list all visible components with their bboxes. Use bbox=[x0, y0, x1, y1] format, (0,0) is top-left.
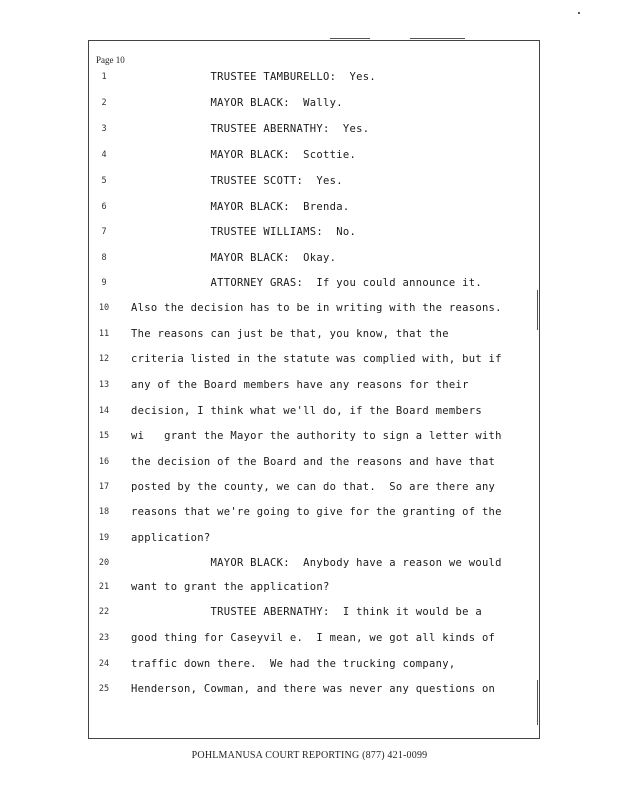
line-text: good thing for Caseyvil e. I mean, we got all kinds of bbox=[131, 632, 496, 644]
line-number: 15 bbox=[98, 431, 110, 441]
scan-artifact bbox=[578, 12, 580, 14]
line-text: TRUSTEE SCOTT: Yes. bbox=[131, 175, 343, 187]
transcript-line bbox=[90, 554, 535, 572]
line-text: reasons that we're going to give for the granting of the bbox=[131, 506, 502, 518]
transcript-line bbox=[90, 603, 535, 621]
line-text: MAYOR BLACK: Wally. bbox=[131, 97, 343, 109]
line-number: 8 bbox=[101, 253, 107, 263]
line-number: 6 bbox=[101, 202, 107, 212]
line-text: ATTORNEY GRAS: If you could announce it. bbox=[131, 277, 482, 289]
transcript-line bbox=[90, 325, 535, 343]
transcript-line bbox=[90, 655, 535, 673]
line-text: TRUSTEE WILLIAMS: No. bbox=[131, 226, 357, 238]
line-number: 25 bbox=[98, 684, 110, 694]
line-text: MAYOR BLACK: Brenda. bbox=[131, 201, 350, 213]
scan-artifact bbox=[410, 38, 465, 39]
page-number: Page 10 bbox=[96, 55, 125, 65]
line-number: 1 bbox=[101, 72, 107, 82]
line-number: 11 bbox=[98, 329, 110, 339]
line-text: any of the Board members have any reasons for their bbox=[131, 379, 469, 391]
line-text: TRUSTEE TAMBURELLO: Yes. bbox=[131, 71, 376, 83]
line-text: criteria listed in the statute was complied with, but if bbox=[131, 353, 502, 365]
court-reporter-footer: POHLMANUSA COURT REPORTING (877) 421-0099 bbox=[191, 750, 428, 761]
transcript-line bbox=[90, 478, 535, 496]
line-text: the decision of the Board and the reasons and have that bbox=[131, 456, 496, 468]
scan-artifact bbox=[537, 290, 538, 330]
line-text: The reasons can just be that, you know, that the bbox=[131, 328, 449, 340]
line-text: TRUSTEE ABERNATHY: Yes. bbox=[131, 123, 370, 135]
line-number: 10 bbox=[98, 303, 110, 313]
transcript-line bbox=[90, 680, 535, 698]
transcript-line bbox=[90, 427, 535, 445]
transcript-line bbox=[90, 402, 535, 420]
line-text: want to grant the application? bbox=[131, 581, 330, 593]
transcript-line bbox=[90, 68, 535, 86]
line-number: 2 bbox=[101, 98, 107, 108]
transcript-line bbox=[90, 120, 535, 138]
line-number: 13 bbox=[98, 380, 110, 390]
transcript-line bbox=[90, 453, 535, 471]
line-number: 7 bbox=[101, 227, 107, 237]
line-number: 9 bbox=[101, 278, 107, 288]
transcript-line bbox=[90, 146, 535, 164]
line-text: MAYOR BLACK: Okay. bbox=[131, 252, 337, 264]
transcript-line bbox=[90, 172, 535, 190]
line-number: 24 bbox=[98, 659, 110, 669]
transcript-line bbox=[90, 299, 535, 317]
line-text: MAYOR BLACK: Anybody have a reason we would bbox=[131, 557, 502, 569]
line-text: traffic down there. We had the trucking company, bbox=[131, 658, 456, 670]
transcript-line bbox=[90, 274, 535, 292]
line-text: application? bbox=[131, 532, 211, 544]
transcript-line bbox=[90, 198, 535, 216]
transcript-line bbox=[90, 350, 535, 368]
line-number: 18 bbox=[98, 507, 110, 517]
line-text: posted by the county, we can do that. So are there any bbox=[131, 481, 496, 493]
line-number: 5 bbox=[101, 176, 107, 186]
line-text: Also the decision has to be in writing with the reasons. bbox=[131, 302, 502, 314]
transcript-line bbox=[90, 503, 535, 521]
line-number: 17 bbox=[98, 482, 110, 492]
line-text: Henderson, Cowman, and there was never any questions on bbox=[131, 683, 496, 695]
line-text: wi grant the Mayor the authority to sign a letter with bbox=[131, 430, 502, 442]
transcript-line bbox=[90, 529, 535, 547]
transcript-line bbox=[90, 223, 535, 241]
scan-artifact bbox=[537, 680, 538, 725]
transcript-line bbox=[90, 578, 535, 596]
line-text: decision, I think what we'll do, if the Board members bbox=[131, 405, 482, 417]
line-number: 19 bbox=[98, 533, 110, 543]
transcript-line bbox=[90, 629, 535, 647]
scan-artifact bbox=[330, 38, 370, 39]
line-text: TRUSTEE ABERNATHY: I think it would be a bbox=[131, 606, 482, 618]
line-number: 23 bbox=[98, 633, 110, 643]
line-text: MAYOR BLACK: Scottie. bbox=[131, 149, 357, 161]
line-number: 3 bbox=[101, 124, 107, 134]
line-number: 16 bbox=[98, 457, 110, 467]
line-number: 4 bbox=[101, 150, 107, 160]
transcript-line bbox=[90, 94, 535, 112]
line-number: 21 bbox=[98, 582, 110, 592]
line-number: 12 bbox=[98, 354, 110, 364]
line-number: 20 bbox=[98, 558, 110, 568]
transcript-line bbox=[90, 249, 535, 267]
transcript-line bbox=[90, 376, 535, 394]
line-number: 14 bbox=[98, 406, 110, 416]
line-number: 22 bbox=[98, 607, 110, 617]
